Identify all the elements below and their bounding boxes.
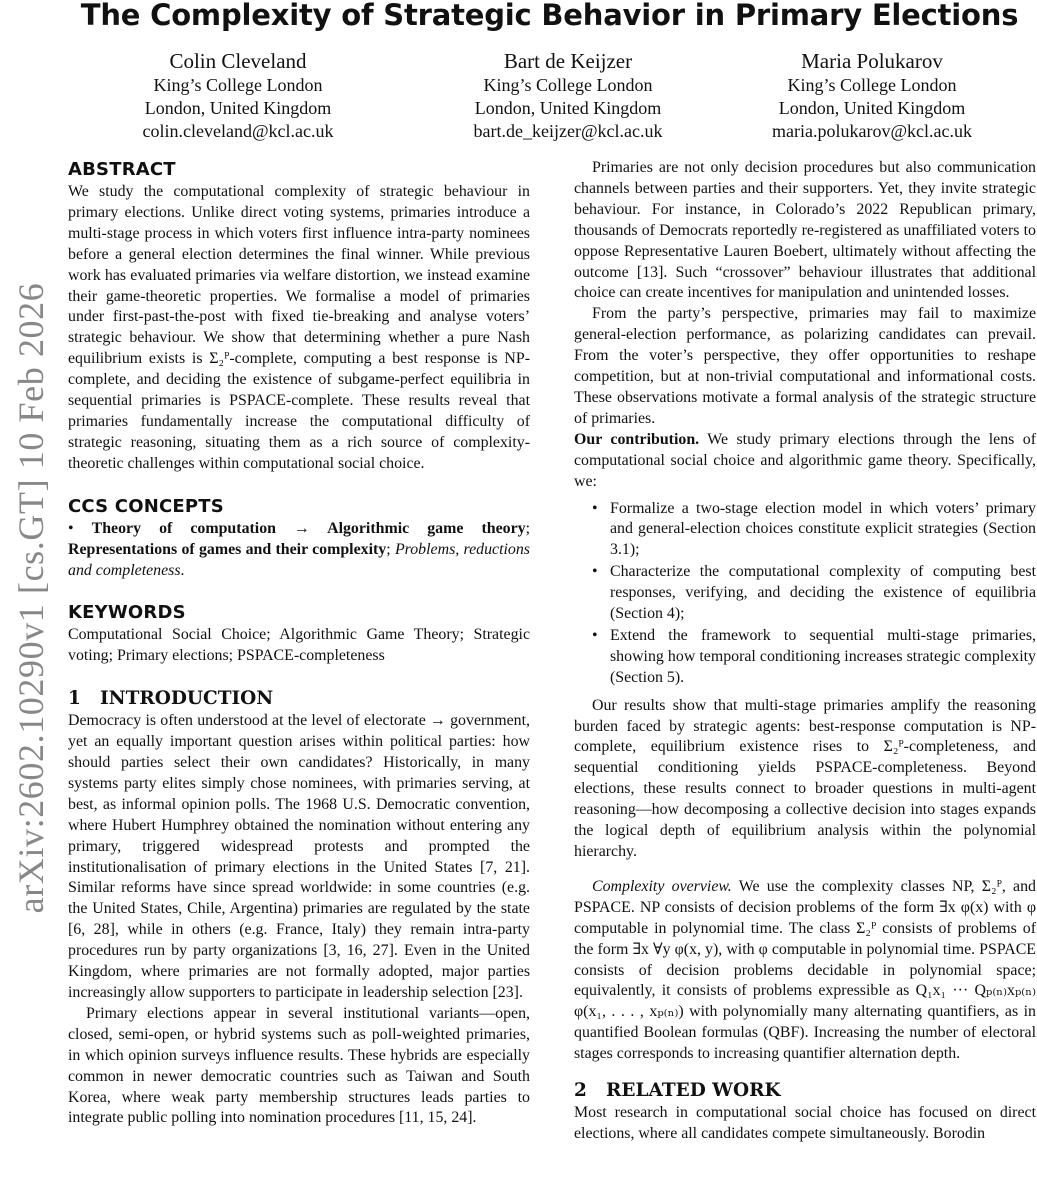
intro-paragraph: Primary elections appear in several institutional variants—open, closed, semi-open, or hybrid systems such as poll-weighted primaries, in which opinion surveys influence results. These hybrids are especially common in newer democratic countries such as Taiwan and South Korea, where weak party membership structures leads parties to integrate public polling into nomination procedures [11, 15, 24]. bbox=[68, 1004, 530, 1127]
author-affiliation: King’s College London bbox=[153, 75, 323, 95]
ccs-concept-3: Problems, reductions and completeness bbox=[68, 540, 530, 579]
introduction-heading bbox=[68, 687, 530, 711]
body-paragraph: Primaries are not only decision procedures but also communication channels between parties and their supporters. Yet, they invite strategic behaviour. For instance, in Colorado’s 2022 Republican primary, thousands of Democrats reportedly re-registered as unaffiliated voters to oppose Representative Lauren Boebert, ultimately without affecting the outcome [13]. Such “crossover” behaviour illustrates that additional choice can create incentives for manipulation and unintended losses. bbox=[574, 159, 1036, 302]
overview-paragraph: Complexity overview. We use the complexity classes NP, Σ₂ᴾ, and PSPACE. NP consists of decision problems of the form ∃x φ(x) with φ computable in polynomial time. The class Σ₂ᴾ consists of problems of the form ∃x ∀y φ(x, y), with φ computable in polynomial time. PSPACE consists of decision problems decidable in polynomial space; equivalently, it consists of problems expressible as Q₁x₁ ··· Qₚ₍ₙ₎xₚ₍ₙ₎ φ(x₁, . . . , xₚ₍ₙ₎) with polynomially many alternating quantifiers, as in quantified Boolean formulas (QBF). Increasing the number of electoral stages corresponds to increasing quantifier alternation depth. bbox=[574, 877, 1037, 1063]
section-number: 2 bbox=[574, 1080, 587, 1102]
keywords-text: Computational Social Choice; Algorithmic Game Theory; Strategic voting; Primary elections; PSPACE-completeness bbox=[68, 626, 530, 665]
author-location: London, United Kingdom bbox=[144, 98, 332, 118]
ccs-text: • Theory of computation → Algorithmic game theory; Representations of games and their complexity; Problems, reductions and completeness. bbox=[68, 519, 530, 579]
contribution-paragraph: Our contribution. We study primary elections through the lens of computational social choice and algorithmic game theory. Specifically, we: bbox=[574, 430, 1037, 490]
author-affiliation: King’s College London bbox=[787, 75, 957, 95]
author-email: maria.polukarov@kcl.ac.uk bbox=[771, 121, 972, 141]
author-block bbox=[78, 48, 398, 143]
author-location: London, United Kingdom bbox=[474, 98, 662, 118]
author-block bbox=[712, 48, 1032, 143]
author-location: London, United Kingdom bbox=[778, 98, 966, 118]
section-title: RELATED WORK bbox=[606, 1080, 781, 1102]
author-affiliation: King’s College London bbox=[483, 75, 653, 95]
arxiv-sidebar bbox=[0, 0, 62, 1200]
section-number: 1 bbox=[68, 688, 81, 710]
list-item: • Characterize the computational complexity of computing best responses, verifying, and deciding the existence of equilibria (Section 4); bbox=[610, 562, 1036, 625]
ccs-concept-2: Representations of games and their complexity bbox=[68, 540, 387, 558]
paper-title: The Complexity of Strategic Behavior in Primary Elections bbox=[80, 0, 1019, 32]
overview-label: Complexity overview. bbox=[592, 877, 732, 895]
section-title: INTRODUCTION bbox=[100, 688, 274, 710]
author-block bbox=[408, 48, 728, 143]
ccs-concept-1: Theory of computation → Algorithmic game theory bbox=[91, 519, 526, 537]
keywords-heading: KEYWORDS bbox=[68, 602, 186, 624]
body-paragraph: Our results show that multi-stage primaries amplify the reasoning burden faced by strategic agents: best-response computation is NP-complete, equilibrium existence rises to Σ₂ᴾ-completeness, and sequential conditioning yields PSPACE-completeness. Beyond elections, these results connect to broader questions in multi-agent reasoning—how decomposing a collective decision into stages expands the logical depth of equilibrium analysis within the polynomial hierarchy. bbox=[574, 696, 1036, 860]
author-name: Maria Polukarov bbox=[801, 49, 943, 73]
author-email: colin.cleveland@kcl.ac.uk bbox=[142, 121, 334, 141]
left-column bbox=[68, 158, 530, 1129]
intro-paragraph: Democracy is often understood at the level of electorate → government, yet an equally important question arises within political parties: how should parties select their own candidates? Historically, in many systems party elites simply chose nominees, with primaries serving, at best, as informal opinion polls. The 1968 U.S. Democratic convention, where Hubert Humphrey obtained the nomination without entering any primary, triggered widespread protests and prompted the institutionalisation of primary elections in the United States [7, 21]. Similar reforms have since spread worldwide: in some countries (e.g. the United States, Chile, Argentina) primaries are regulated by the state [6, 28], while in others (e.g. France, Italy) they remain intra-party procedures run by party organizations [3, 16, 27]. Even in the United Kingdom, where primaries are not formally adopted, major parties increasingly allow supporters to participate in leadership selection [23]. bbox=[68, 712, 530, 1001]
author-name: Colin Cleveland bbox=[169, 49, 307, 73]
author-name: Bart de Keijzer bbox=[503, 49, 633, 73]
arxiv-identifier: arXiv:2602.10290v1 [cs.GT] 10 Feb 2026 bbox=[11, 282, 51, 914]
abstract-text: We study the computational complexity of strategic behaviour in primary elections. Unlike direct voting systems, primaries introduce a multi-stage process in which voters first influence intra-party nominees before a general election determines the final winner. While previous work has evaluated primaries via welfare distortion, we instead examine their game-theoretic properties. We formalise a model of primaries under first-past-the-post with fixed tie-breaking and analyse voters’ strategic behaviour. We show that determining whether a pure Nash equilibrium exists is Σ₂ᴾ-complete, computing a best response is NP-complete, and deciding the existence of subgame-perfect equilibria in sequential primaries is PSPACE-complete. These results reveal that primaries fundamentally increase the computational difficulty of strategic reasoning, situating them as a rich source of complexity-theoretic challenges within computational social choice. bbox=[68, 183, 530, 472]
list-item: • Formalize a two-stage election model in which voters’ primary and general-election choices constitute explicit strategies (Section 3.1); bbox=[610, 499, 1036, 562]
related-work-text: Most research in computational social choice has focused on direct elections, where all candidates compete simultaneously. Borodin bbox=[574, 1104, 1036, 1142]
related-work-heading bbox=[574, 1079, 1036, 1103]
body-paragraph: From the party’s perspective, primaries may fail to maximize general-election performance, as polarizing candidates can prevail. From the voter’s perspective, they offer opportunities to reshape competition, but at non-trivial computational and informational costs. These observations motivate a formal analysis of the strategic structure of primaries. bbox=[574, 305, 1036, 427]
abstract-heading: ABSTRACT bbox=[68, 159, 176, 180]
contribution-label: Our contribution. bbox=[574, 430, 700, 448]
list-item: • Extend the framework to sequential multi-stage primaries, showing how temporal conditioning increases strategic complexity (Section 5). bbox=[610, 626, 1036, 689]
contribution-list bbox=[574, 499, 1036, 689]
ccs-heading: CCS CONCEPTS bbox=[68, 495, 224, 517]
right-column bbox=[574, 158, 1036, 1145]
author-email: bart.de_keijzer@kcl.ac.uk bbox=[473, 121, 663, 141]
